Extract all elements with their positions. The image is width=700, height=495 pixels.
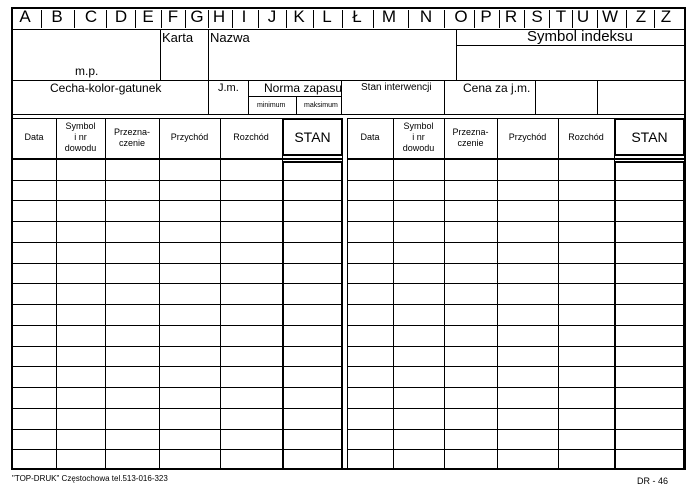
index-separator [572,10,573,28]
ledger-row-line [347,325,685,326]
index-letter: Ł [352,7,362,26]
column-header-rozchod [558,118,614,157]
index-letter: C [84,7,98,26]
ledger-row-line [347,387,685,388]
index-separator [474,10,475,28]
ledger-column-line [105,118,106,470]
index-separator [135,10,136,28]
ledger-row-line [347,221,685,222]
column-header-line: STAN [294,129,331,145]
index-separator [313,10,314,28]
column-header-data [12,118,56,157]
column-header-data [347,118,393,157]
index-letter: M [381,7,397,26]
index-separator [524,10,525,28]
column-header-text [294,129,331,145]
index-separator [408,10,409,28]
column-header-line: Przezna- [452,126,489,137]
index-separator [286,10,287,28]
nazwa-label: Nazwa [210,30,250,45]
column-header-line: i nr [74,132,87,142]
column-header-line: czenie [118,137,145,148]
ledger-row-line [347,449,685,450]
maksimum-label: maksimum [304,102,338,109]
index-separator [654,10,655,28]
norma-split-line [248,96,341,97]
column-header-text [631,129,668,145]
nazwa-divider [208,29,209,80]
index-letter: K [293,7,305,26]
index-separator [185,10,186,28]
column-header-text [403,121,435,154]
index-separator [549,10,550,28]
index-separator [342,10,343,28]
column-header-przychod [159,118,220,157]
karta-divider [160,29,161,80]
ledger-row-line [12,387,343,388]
column-header-line: Przychód [508,132,547,142]
index-letter: T [555,7,567,26]
column-header-line: Przezna- [113,126,150,137]
index-separator [106,10,107,28]
ledger-row-line [347,180,685,181]
index-letter: E [142,7,154,26]
jm-label: J.m. [218,82,239,94]
column-header-line: dowodu [402,143,435,153]
symbol-divider [456,29,457,80]
column-header-stan [614,118,685,157]
column-header-line: dowodu [64,143,97,153]
index-separator [373,10,374,28]
ledger-row-line [12,325,343,326]
ledger-column-line [393,118,394,470]
index-letter: S [531,7,543,26]
column-header-text [509,132,547,143]
form-code: DR - 46 [637,476,669,486]
index-letter: R [504,7,518,26]
column-header-text [452,127,488,149]
cena-label: Cena za j.m. [463,81,531,95]
column-header-text [114,127,150,149]
column-header-text [233,132,269,143]
index-separator [232,10,233,28]
ledger-row-line [12,180,343,181]
jm-divider [248,80,249,114]
index-letter: A [19,7,31,26]
ledger-row-line [12,408,343,409]
index-separator [208,10,209,28]
ledger-row-line [12,449,343,450]
minimum-label: minimum [257,102,286,109]
column-header-line: Rozchód [568,132,604,142]
ledger-column-line [497,118,498,470]
index-letter: F [167,7,179,26]
column-header-dowod [56,118,105,157]
minmax-divider [296,96,297,114]
column-header-text [171,132,209,143]
column-header-rozchod [220,118,282,157]
stan-column-box [282,161,343,470]
ledger-header-rule [12,158,343,160]
mp-label: m.p. [75,64,99,78]
ledger-row-line [12,366,343,367]
ledger-row-line [347,200,685,201]
index-letter: P [480,7,492,26]
column-header-przychod [497,118,558,157]
index-separator [41,10,42,28]
karta-label: Karta [162,30,194,45]
index-letter: Z [635,7,647,26]
ledger-row-line [12,283,343,284]
index-letter: H [212,7,226,26]
ledger-column-line [159,118,160,470]
index-separator [161,10,162,28]
column-header-line: i nr [412,132,425,142]
ledger-row-line [12,242,343,243]
column-header-line: STAN [631,129,668,145]
ledger-column-line [558,118,559,470]
ledger-row-line [12,346,343,347]
ledger-column-line [56,118,57,470]
index-letter: Ż [660,7,672,26]
ledger-row-line [347,242,685,243]
header-line-bottom [12,114,685,115]
index-separator [444,10,445,28]
index-letter: U [576,7,590,26]
index-separator [258,10,259,28]
ledger-row-line [12,200,343,201]
column-header-line: Data [24,132,44,142]
column-header-stan [282,118,343,157]
column-header-dowod [393,118,444,157]
ledger-column-line [220,118,221,470]
column-header-line: Data [360,132,380,142]
cena-divider-1 [535,80,536,114]
ledger-row-line [347,346,685,347]
ledger-row-line [347,263,685,264]
index-letter: J [267,7,277,26]
column-header-text [568,132,604,143]
stan-column-box [614,161,685,470]
ledger-row-line [347,366,685,367]
column-header-text [24,132,43,143]
column-header-przeznaczenie [444,118,497,157]
column-header-line: Przychód [170,132,209,142]
column-header-line: Symbol [403,121,434,131]
column-header-line: czenie [457,137,484,148]
norma-zapasu-label: Norma zapasu [264,81,343,95]
index-letter: I [241,7,247,26]
ledger-row-line [347,408,685,409]
ledger-row-line [347,283,685,284]
index-letter: N [419,7,433,26]
ledger-row-line [12,304,343,305]
printer-imprint: "TOP-DRUK" Częstochowa tel.513-016-323 [12,474,168,483]
ledger-row-line [12,429,343,430]
ledger-column-line [444,118,445,470]
index-letter: G [190,7,204,26]
ledger-row-line [12,263,343,264]
stan-interwencji-label: Stan interwencji [361,82,432,93]
index-separator [597,10,598,28]
cecha-divider [208,80,209,114]
cena-divider-2 [597,80,598,114]
cecha-label: Cecha-kolor-gatunek [50,81,162,95]
ledger-row-line [347,429,685,430]
index-letter: D [114,7,128,26]
index-separator [626,10,627,28]
index-letter: W [601,7,619,26]
symbol-indeksu-underline [456,45,685,46]
symbol-indeksu-label: Symbol indeksu [527,28,633,45]
index-separator [499,10,500,28]
column-header-text [65,121,97,154]
index-letter: B [51,7,63,26]
stan-interwencji-divider [444,80,445,114]
column-header-line: Symbol [65,121,96,131]
column-header-text [360,132,379,143]
index-letter: L [322,7,332,26]
ledger-header-rule [347,158,685,160]
column-header-przeznaczenie [105,118,159,157]
index-letter: O [454,7,468,26]
index-separator [74,10,75,28]
ledger-row-line [347,304,685,305]
column-header-line: Rozchód [233,132,269,142]
ledger-row-line [12,221,343,222]
